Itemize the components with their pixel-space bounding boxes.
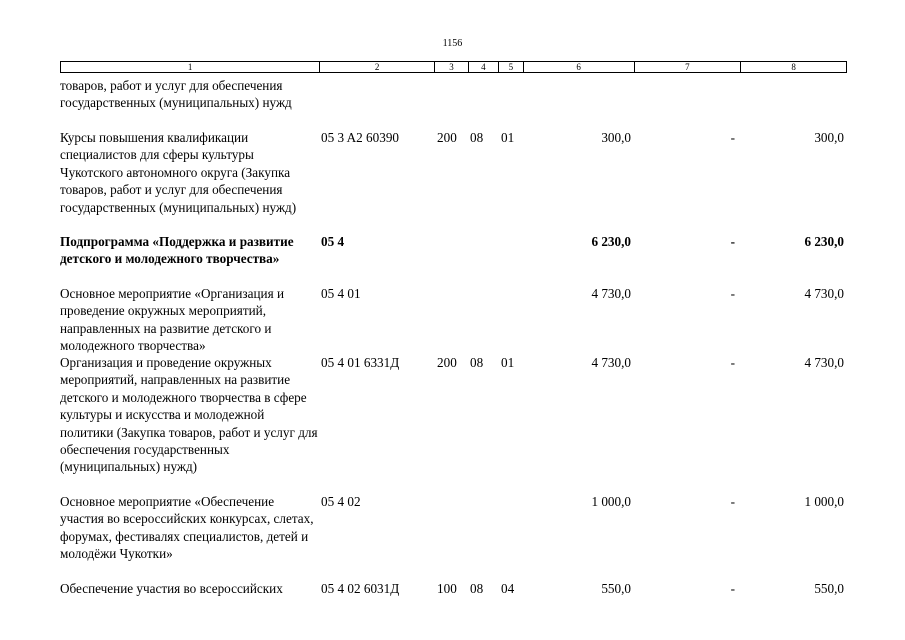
- row-rz: 08: [470, 355, 484, 370]
- page-number: 1156: [442, 38, 463, 49]
- row-pr: 01: [501, 355, 515, 370]
- row-code: 05 4 01 6331Д: [321, 355, 400, 370]
- header-col-4: 4: [469, 62, 499, 72]
- row-name: товаров, работ и услуг для обеспечения государственных (муниципальных) нужд: [60, 78, 292, 111]
- row-sum: 4 730,0: [591, 355, 631, 370]
- header-col-3: 3: [435, 62, 469, 72]
- row-code: 05 4 02 6031Д: [321, 581, 400, 596]
- row-pr: 04: [501, 581, 515, 596]
- row-sum: 550,0: [601, 581, 631, 596]
- header-col-6: 6: [524, 62, 635, 72]
- row-rz: 08: [470, 130, 484, 145]
- row-dash: -: [730, 234, 735, 249]
- header-col-7: 7: [635, 62, 742, 72]
- row-vr: 100: [437, 581, 457, 596]
- row-total: 550,0: [814, 581, 844, 596]
- row-rz: 08: [470, 581, 484, 596]
- row-name: Основное мероприятие «Организация и проведение окружных мероприятий, направленных на развитие детского и молодежного творчества»: [60, 286, 285, 354]
- row-total: 1 000,0: [804, 494, 844, 509]
- row-sum: 300,0: [601, 130, 631, 145]
- row-name: Организация и проведение окружных мероприятий, направленных на развитие детского и молодежного творчества в сфере культуры и искусства и молодежной политики (Закупка товаров, работ и услуг для обеспечения государственных (муниципальных) нужд): [60, 355, 318, 475]
- row-dash: -: [730, 355, 735, 370]
- row-name: Курсы повышения квалификации специалистов для сферы культуры Чукотского автономного округа (Закупка товаров, работ и услуг для обеспечения государственных (муниципальных) нужд): [60, 130, 297, 215]
- row-dash: -: [730, 494, 735, 509]
- row-total: 4 730,0: [804, 286, 844, 301]
- row-sum: 4 730,0: [591, 286, 631, 301]
- row-vr: 200: [437, 355, 457, 370]
- header-col-2: 2: [320, 62, 435, 72]
- row-total: 6 230,0: [804, 234, 844, 249]
- row-total: 300,0: [814, 130, 844, 145]
- row-dash: -: [730, 286, 735, 301]
- row-sum: 1 000,0: [591, 494, 631, 509]
- row-pr: 01: [501, 130, 515, 145]
- row-sum: 6 230,0: [591, 234, 631, 249]
- row-name: Обеспечение участия во всероссийских: [60, 581, 283, 596]
- row-name: Основное мероприятие «Обеспечение участия во всероссийских конкурсах, слетах, форумах, фестивалях специалистов, детей и молодёжи Чукотки»: [60, 494, 314, 562]
- row-dash: -: [730, 581, 735, 596]
- row-vr: 200: [437, 130, 457, 145]
- row-code: 05 4 02: [321, 494, 361, 509]
- row-dash: -: [730, 130, 735, 145]
- header-col-5: 5: [499, 62, 524, 72]
- table-header: [60, 61, 847, 73]
- header-col-1: 1: [61, 62, 320, 72]
- row-name: Подпрограмма «Поддержка и развитие детского и молодежного творчества»: [60, 234, 294, 267]
- row-total: 4 730,0: [804, 355, 844, 370]
- row-code: 05 4 01: [321, 286, 361, 301]
- row-code: 05 4: [321, 234, 345, 249]
- row-code: 05 3 A2 60390: [321, 130, 400, 145]
- header-col-8: 8: [791, 62, 796, 72]
